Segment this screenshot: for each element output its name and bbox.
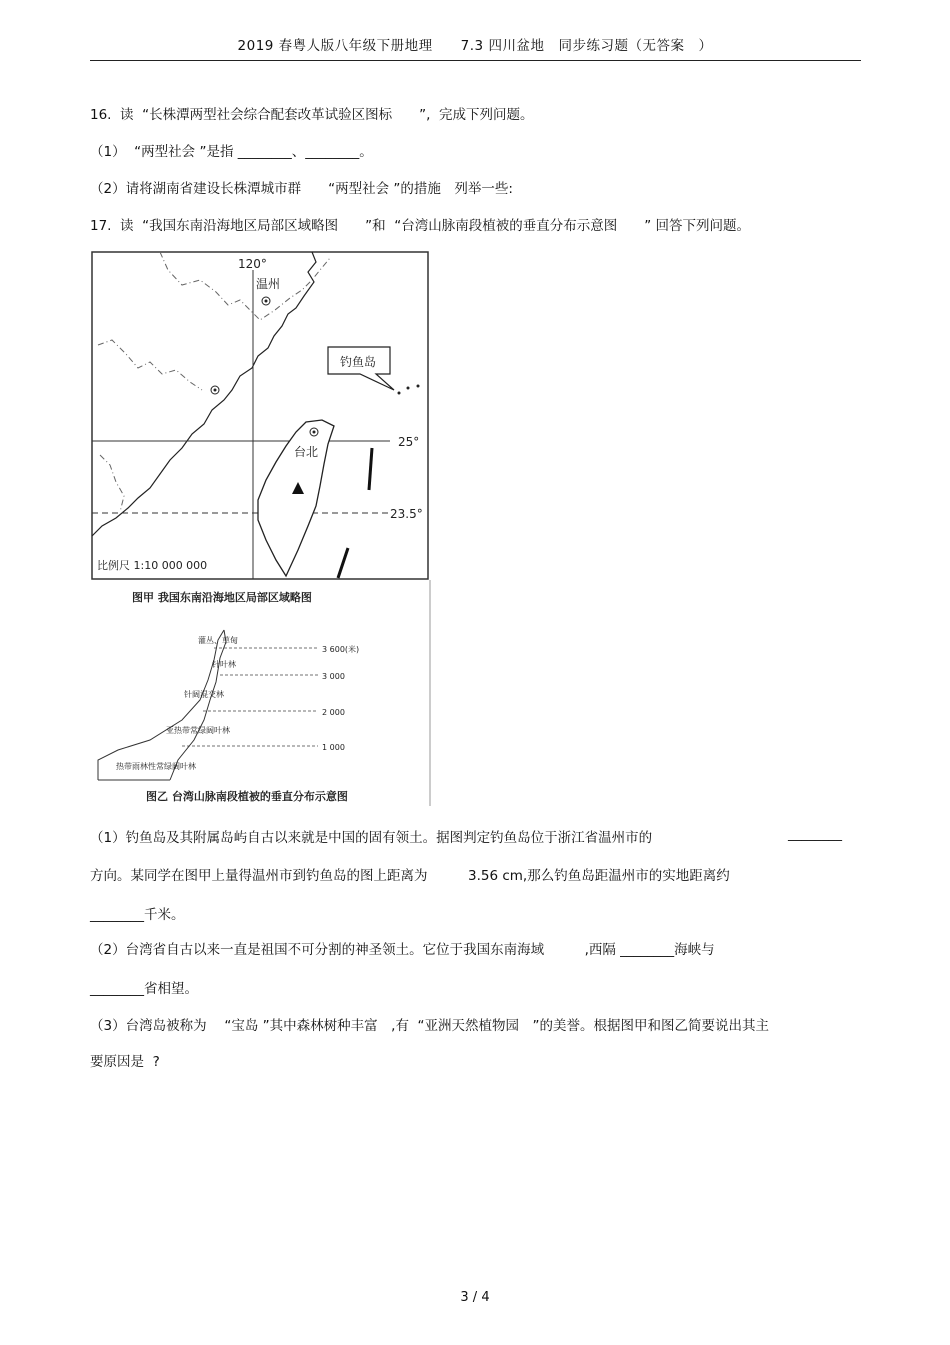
zone-subtropical-evergreen: 亚热带常绿阔叶林 (166, 726, 230, 735)
q17-stem: 17. 读 “我国东南沿海地区局部区域略图 ”和 “台湾山脉南段植被的垂直分布示意图 ” 回答下列问题。 (90, 218, 750, 234)
q16-part1: （1） “两型社会 ”是指 ________、________。 (90, 144, 373, 160)
taipei-label: 台北 (294, 445, 319, 459)
trench-mark-2 (338, 548, 348, 578)
q17-part3-line2: 要原因是 ? (90, 1054, 160, 1070)
q17-figure (90, 250, 432, 806)
trench-mark-1 (369, 448, 372, 490)
q16-part2: （2）请将湖南省建设长株潭城市群 “两型社会 ”的措施 列举一些: (90, 181, 513, 197)
map-frame (92, 252, 428, 579)
elevation-3000: 3 000 (322, 672, 345, 681)
lat-label-23-5: 23.5° (390, 507, 423, 521)
header-rule (90, 60, 861, 61)
q17-part2-line1: （2）台湾省自古以来一直是祖国不可分割的神圣领土。它位于我国东南海域 ,西隔 ________海峡与 (90, 942, 715, 958)
lon-label: 120° (238, 257, 267, 271)
map-scale: 比例尺 1:10 000 000 (97, 559, 208, 572)
zone-shrub-meadow: 灌丛、草甸 (198, 636, 238, 645)
q17-part1-line3: ________千米。 (90, 907, 185, 923)
zone-mixed-forest: 针阔混交林 (184, 690, 224, 699)
diaoyu-island-dot (398, 392, 401, 395)
page-number: 3 / 4 (460, 1290, 490, 1305)
elevation-3600: 3 600(米) (322, 645, 360, 654)
q17-part2-line2: ________省相望。 (90, 981, 198, 997)
q16-stem: 16. 读 “长株潭两型社会综合配套改革试验区图标 ”, 完成下列问题。 (90, 107, 534, 123)
map-caption: 图甲 我国东南沿海地区局部区域略图 (132, 591, 312, 604)
lat-label-25: 25° (398, 435, 420, 449)
q17-part3-line1: （3）台湾岛被称为 “宝岛 ”其中森林树种丰富 ,有 “亚洲天然植物园 ”的美誉。根据图甲和图乙简要说出其主 (90, 1018, 770, 1034)
q17-part1-line1: （1）钓鱼岛及其附属岛屿自古以来就是中国的固有领土。据图判定钓鱼岛位于浙江省温州市的 (90, 830, 653, 846)
zone-coniferous: 针叶林 (212, 660, 236, 669)
mountain-profile (98, 630, 224, 780)
vegetation-caption: 图乙 台湾山脉南段植被的垂直分布示意图 (146, 790, 348, 803)
zone-tropical-rainforest: 热带雨林性常绿阔叶林 (116, 762, 196, 771)
elevation-2000: 2 000 (322, 708, 345, 717)
elevation-1000: 1 000 (322, 743, 345, 752)
q17-part1-blank: ________ (788, 826, 842, 842)
mountain-slope-edge (170, 630, 226, 780)
q17-part1-line2: 方向。某同学在图甲上量得温州市到钓鱼岛的图上距离为 3.56 cm,那么钓鱼岛距温州市的实地距离约 (90, 868, 730, 884)
page-header: 2019 春粤人版八年级下册地理 7.3 四川盆地 同步练习题（无答案 ） (237, 38, 713, 54)
province-border-west (98, 340, 202, 390)
taiwan-island (258, 420, 334, 576)
diaoyu-label: 钓鱼岛 (340, 355, 377, 369)
province-border-southwest (100, 455, 124, 512)
wenzhou-label: 温州 (256, 277, 281, 291)
